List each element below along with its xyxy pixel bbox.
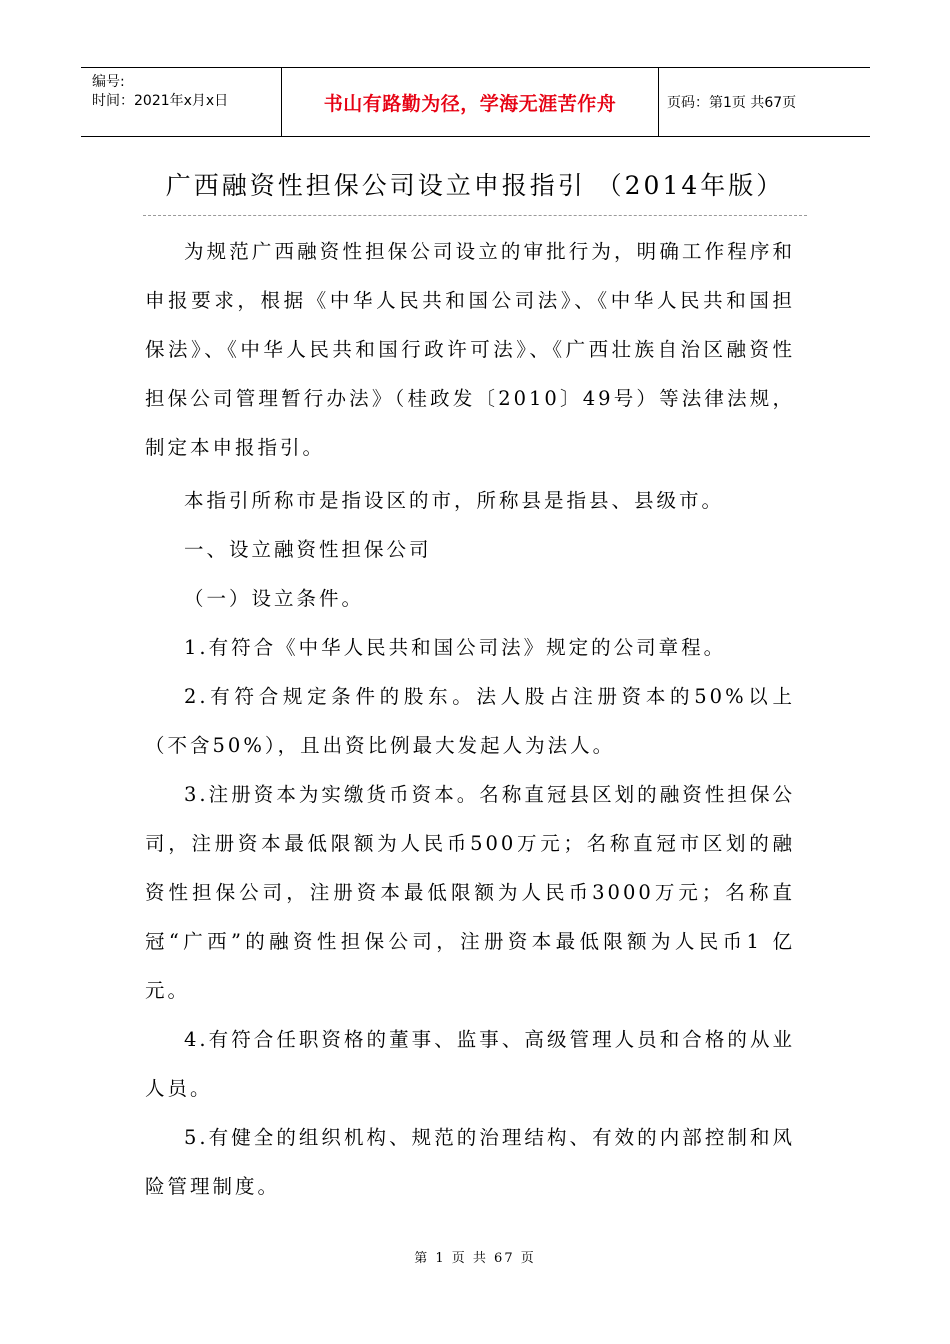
number-label: 编号:	[92, 74, 125, 90]
page-footer: 第 1 页 共 67 页	[414, 1251, 536, 1266]
list-item: 5.有健全的组织机构、规范的治理结构、有效的内部控制和风险管理制度。	[145, 1126, 795, 1198]
header-page-info: 页码：第1页 共67页	[667, 95, 797, 111]
paragraph: 本指引所称市是指设区的市，所称县是指县、县级市。	[184, 489, 725, 512]
header-motto: 书山有路勤为径，学海无涯苦作舟	[282, 68, 659, 136]
subsection-heading: （一）设立条件。	[184, 587, 365, 610]
section-heading: 一、设立融资性担保公司	[184, 538, 432, 561]
document-header	[81, 67, 870, 137]
paragraph: 为规范广西融资性担保公司设立的审批行为，明确工作程序和申报要求，根据《中华人民共和国公司法》、《中华人民共和国担保法》、《中华人民共和国行政许可法》、《广西壮族自治区融资性担保公司管理暂行办法》（桂政发〔2010〕49号）等法律法规，制定本申报指引。	[145, 240, 795, 459]
header-meta	[81, 68, 282, 136]
list-item: 1.有符合《中华人民共和国公司法》规定的公司章程。	[184, 636, 727, 659]
document-body	[145, 227, 795, 1211]
time-label: 时间：2021年x月x日	[92, 93, 229, 109]
list-item: 2.有符合规定条件的股东。法人股占注册资本的50%以上（不含50%），且出资比例最大发起人为法人。	[145, 685, 795, 757]
list-item: 3.注册资本为实缴货币资本。名称直冠县区划的融资性担保公司，注册资本最低限额为人民币500万元；名称直冠市区划的融资性担保公司，注册资本最低限额为人民币3000万元；名称直冠“广西”的融资性担保公司，注册资本最低限额为人民币1 亿元。	[145, 783, 795, 1002]
list-item: 4.有符合任职资格的董事、监事、高级管理人员和合格的从业人员。	[145, 1028, 795, 1100]
title-divider	[143, 215, 807, 216]
document-title: 广西融资性担保公司设立申报指引 （2014年版）	[165, 171, 785, 200]
